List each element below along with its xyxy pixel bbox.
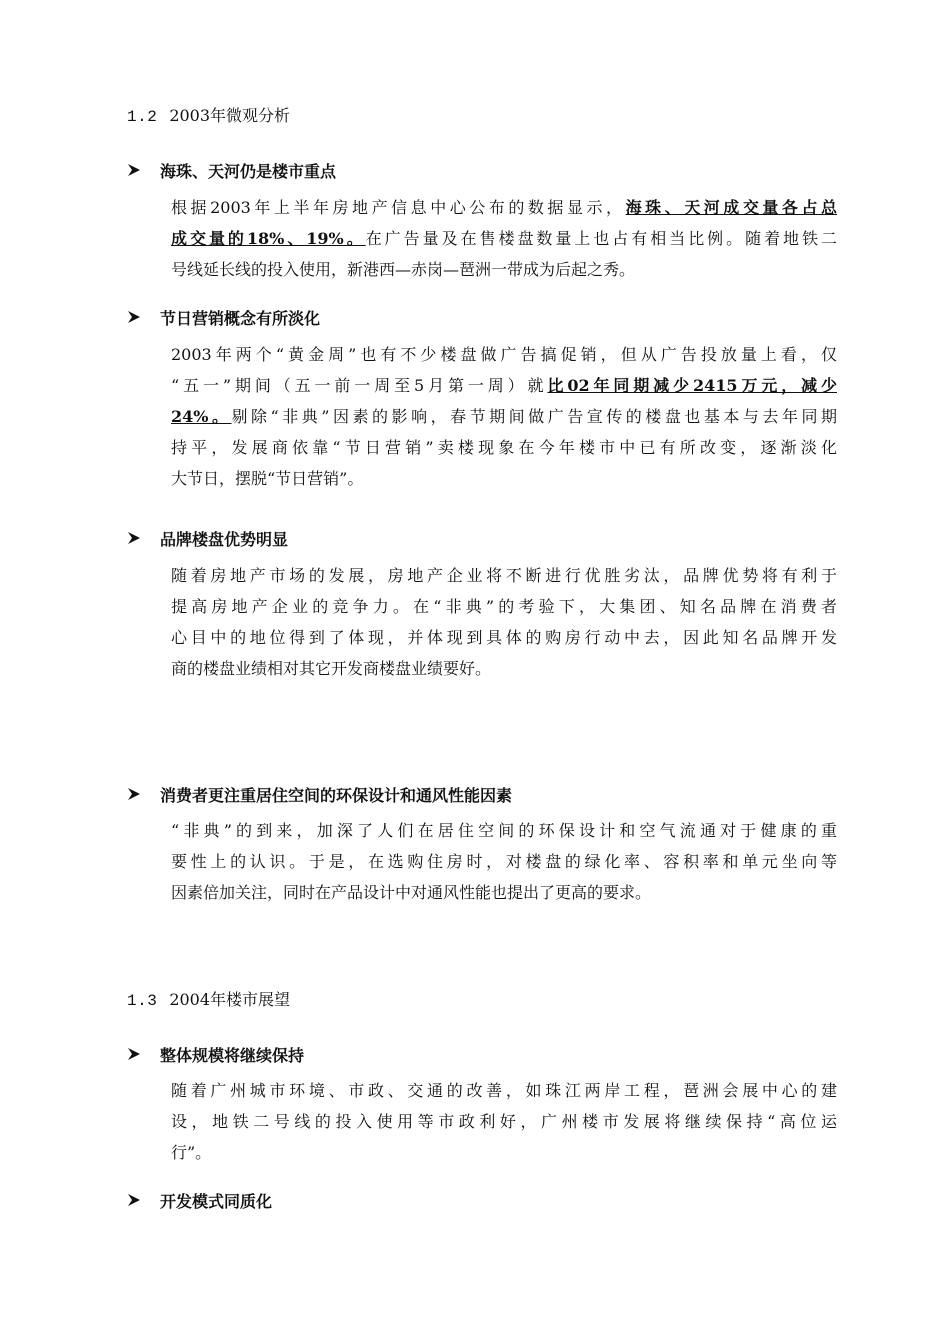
paragraph-line: 号线延长线的投入使用，新港西—赤岗—琶洲一带成为后起之秀。 (171, 260, 636, 279)
paragraph-line: 因素倍加关注，同时在产品设计中对通风性能也提出了更高的要求。 (171, 883, 652, 902)
bullet-heading-text: 品牌楼盘优势明显 (160, 529, 289, 549)
section-number: 1.3 (127, 992, 158, 1010)
section-title: 2003年微观分析 (169, 106, 291, 125)
arrow-bullet-icon (127, 163, 141, 177)
bullet-heading (127, 1042, 304, 1066)
bullet-heading-text: 海珠、天河仍是楼市重点 (160, 161, 337, 181)
paragraph-line: 心目中的地位得到了体现，并体现到具体的购房行动中去，因此知名品牌开发 (171, 628, 837, 647)
underlined-emphasis: 比02年同期减少2415万元，减少 (547, 376, 837, 395)
underlined-emphasis: 海珠、天河成交量各占总 (625, 198, 837, 217)
bullet-heading-text: 消费者更注重居住空间的环保设计和通风性能因素 (160, 785, 513, 805)
arrow-bullet-icon (127, 1193, 141, 1207)
paragraph-line: “五一”期间（五一前一周至5月第一周）就比02年同期减少2415万元，减少 (171, 376, 837, 395)
arrow-bullet-icon (127, 531, 141, 545)
arrow-bullet-icon (127, 310, 141, 324)
bullet-heading (127, 1188, 272, 1212)
paragraph-line: 提高房地产企业的竞争力。在“非典”的考验下，大集团、知名品牌在消费者 (171, 597, 837, 616)
bullet-heading-text: 节日营销概念有所淡化 (160, 308, 321, 328)
section-title: 2004年楼市展望 (169, 990, 291, 1009)
paragraph-line: 随着房地产市场的发展，房地产企业将不断进行优胜劣汰，品牌优势将有利于 (171, 566, 837, 585)
paragraph (171, 815, 837, 908)
paragraph-line: 行”。 (171, 1143, 212, 1162)
section-heading-1-3 (127, 987, 290, 1010)
bullet-heading (127, 526, 288, 550)
underlined-emphasis: 24%。 (171, 407, 232, 426)
paragraph (171, 339, 837, 494)
arrow-bullet-icon (127, 787, 141, 801)
paragraph (171, 192, 837, 285)
paragraph (171, 1075, 837, 1168)
arrow-bullet-icon (127, 1047, 141, 1061)
paragraph-line: 持平，发展商依靠“节日营销”卖楼现象在今年楼市中已有所改变，逐渐淡化 (171, 438, 837, 457)
paragraph-line: 根据2003年上半年房地产信息中心公布的数据显示，海珠、天河成交量各占总 (171, 198, 837, 217)
bullet-heading (127, 305, 320, 329)
underlined-emphasis: 成交量的18%、19%。 (171, 229, 366, 248)
paragraph-line: 2003年两个“黄金周”也有不少楼盘做广告搞促销，但从广告投放量上看，仅 (171, 345, 837, 364)
paragraph-line: 要性上的认识。于是，在选购住房时，对楼盘的绿化率、容积率和单元坐向等 (171, 852, 837, 871)
section-heading-1-2 (127, 103, 290, 126)
paragraph-line: 设，地铁二号线的投入使用等市政利好，广州楼市发展将继续保持“高位运 (171, 1112, 837, 1131)
paragraph (171, 560, 837, 684)
bullet-heading-text: 整体规模将继续保持 (160, 1045, 305, 1065)
bullet-heading (127, 782, 512, 806)
paragraph-line: 商的楼盘业绩相对其它开发商楼盘业绩要好。 (171, 659, 492, 678)
bullet-heading (127, 158, 336, 182)
section-number: 1.2 (127, 108, 158, 126)
paragraph-line: 随着广州城市环境、市政、交通的改善，如珠江两岸工程，琶洲会展中心的建 (171, 1081, 837, 1100)
paragraph-line: 大节日，摆脱“节日营销”。 (171, 469, 364, 488)
bullet-heading-text: 开发模式同质化 (160, 1191, 273, 1211)
paragraph-line: 成交量的18%、19%。在广告量及在售楼盘数量上也占有相当比例。随着地铁二 (171, 229, 837, 248)
paragraph-line: “非典”的到来，加深了人们在居住空间的环保设计和空气流通对于健康的重 (171, 821, 837, 840)
paragraph-line: 24%。剔除“非典”因素的影响，春节期间做广告宣传的楼盘也基本与去年同期 (171, 407, 837, 426)
